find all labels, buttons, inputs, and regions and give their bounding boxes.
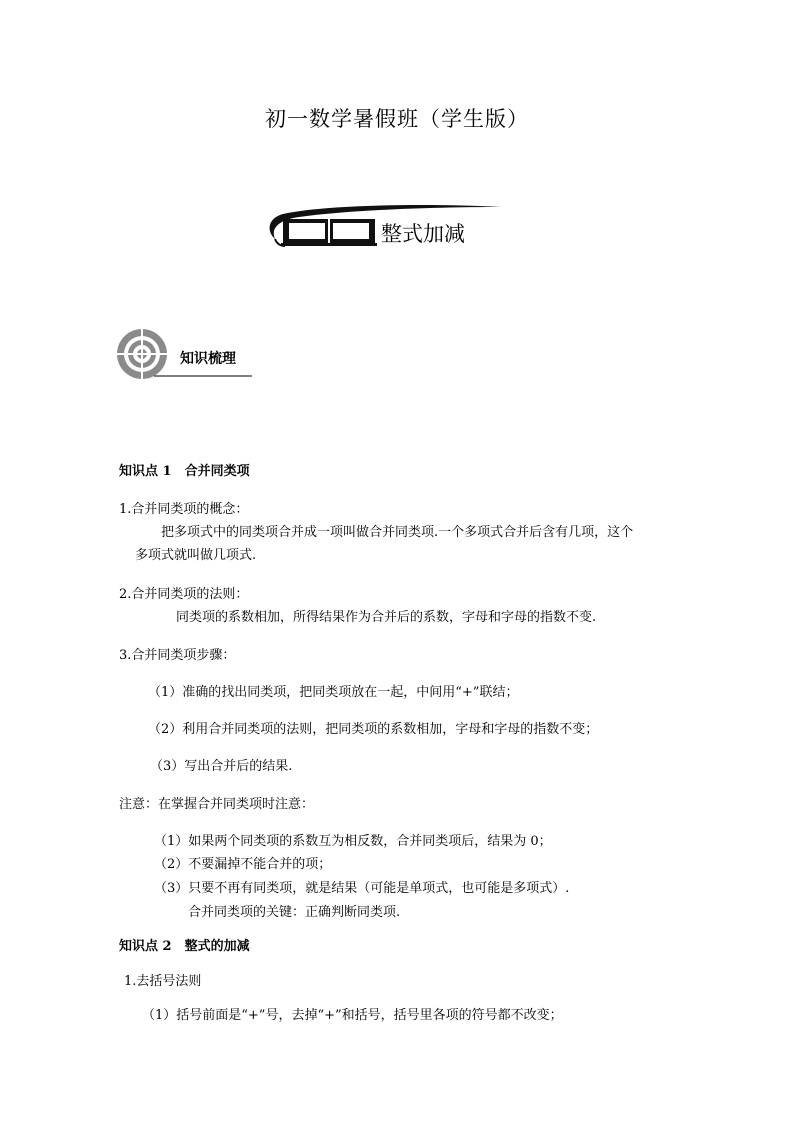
kp2-heading: 知识点 2 整式的加减 bbox=[119, 939, 250, 954]
kp1-concept-line2: 多项式就叫做几项式. bbox=[135, 548, 257, 563]
kp1-step-3: （3）写出合并后的结果. bbox=[150, 759, 293, 774]
kp1-note-2: （2）不要漏掉不能合并的项； bbox=[154, 857, 332, 872]
kp1-note-3: （3）只要不再有同类项，就是结果（可能是单项式，也可能是多项式）. bbox=[154, 881, 570, 896]
kp2-rule-1: （1）括号前面是“+”号，去掉“+”和括号，括号里各项的符号都不改变； bbox=[142, 1008, 563, 1023]
kp2-bracket-title: 1.去括号法则 bbox=[124, 974, 202, 989]
kp1-concept-line1: 把多项式中的同类项合并成一项叫做合并同类项.一个多项式合并后含有几项，这个 bbox=[161, 525, 634, 540]
kp1-step-2: （2）利用合并同类项的法则，把同类项的系数相加，字母和字母的指数不变； bbox=[148, 722, 599, 737]
kp1-rule-title: 2.合并同类项的法则： bbox=[119, 587, 249, 602]
chapter-title: 整式加减 bbox=[381, 222, 465, 246]
kp1-rule-line1: 同类项的系数相加，所得结果作为合并后的系数，字母和字母的指数不变. bbox=[176, 610, 597, 625]
page-title: 初一数学暑假班（学生版） bbox=[265, 107, 529, 131]
section-header bbox=[114, 326, 256, 382]
kp1-heading: 知识点 1 合并同类项 bbox=[119, 464, 250, 479]
kp1-step-1: （1）准确的找出同类项，把同类项放在一起，中间用“+”联结； bbox=[148, 685, 519, 700]
kp1-concept-title: 1.合并同类项的概念： bbox=[119, 502, 249, 517]
kp1-steps-title: 3.合并同类项步骤： bbox=[119, 648, 236, 663]
kp1-note-1: （1）如果两个同类项的系数互为相反数，合并同类项后，结果为 0； bbox=[154, 834, 552, 849]
section-title: 知识梳理 bbox=[180, 351, 236, 367]
kp1-note-title: 注意：在掌握合并同类项时注意： bbox=[119, 797, 315, 812]
kp1-key-point: 合并同类项的关键：正确判断同类项. bbox=[188, 905, 401, 920]
chapter-banner bbox=[263, 201, 508, 253]
